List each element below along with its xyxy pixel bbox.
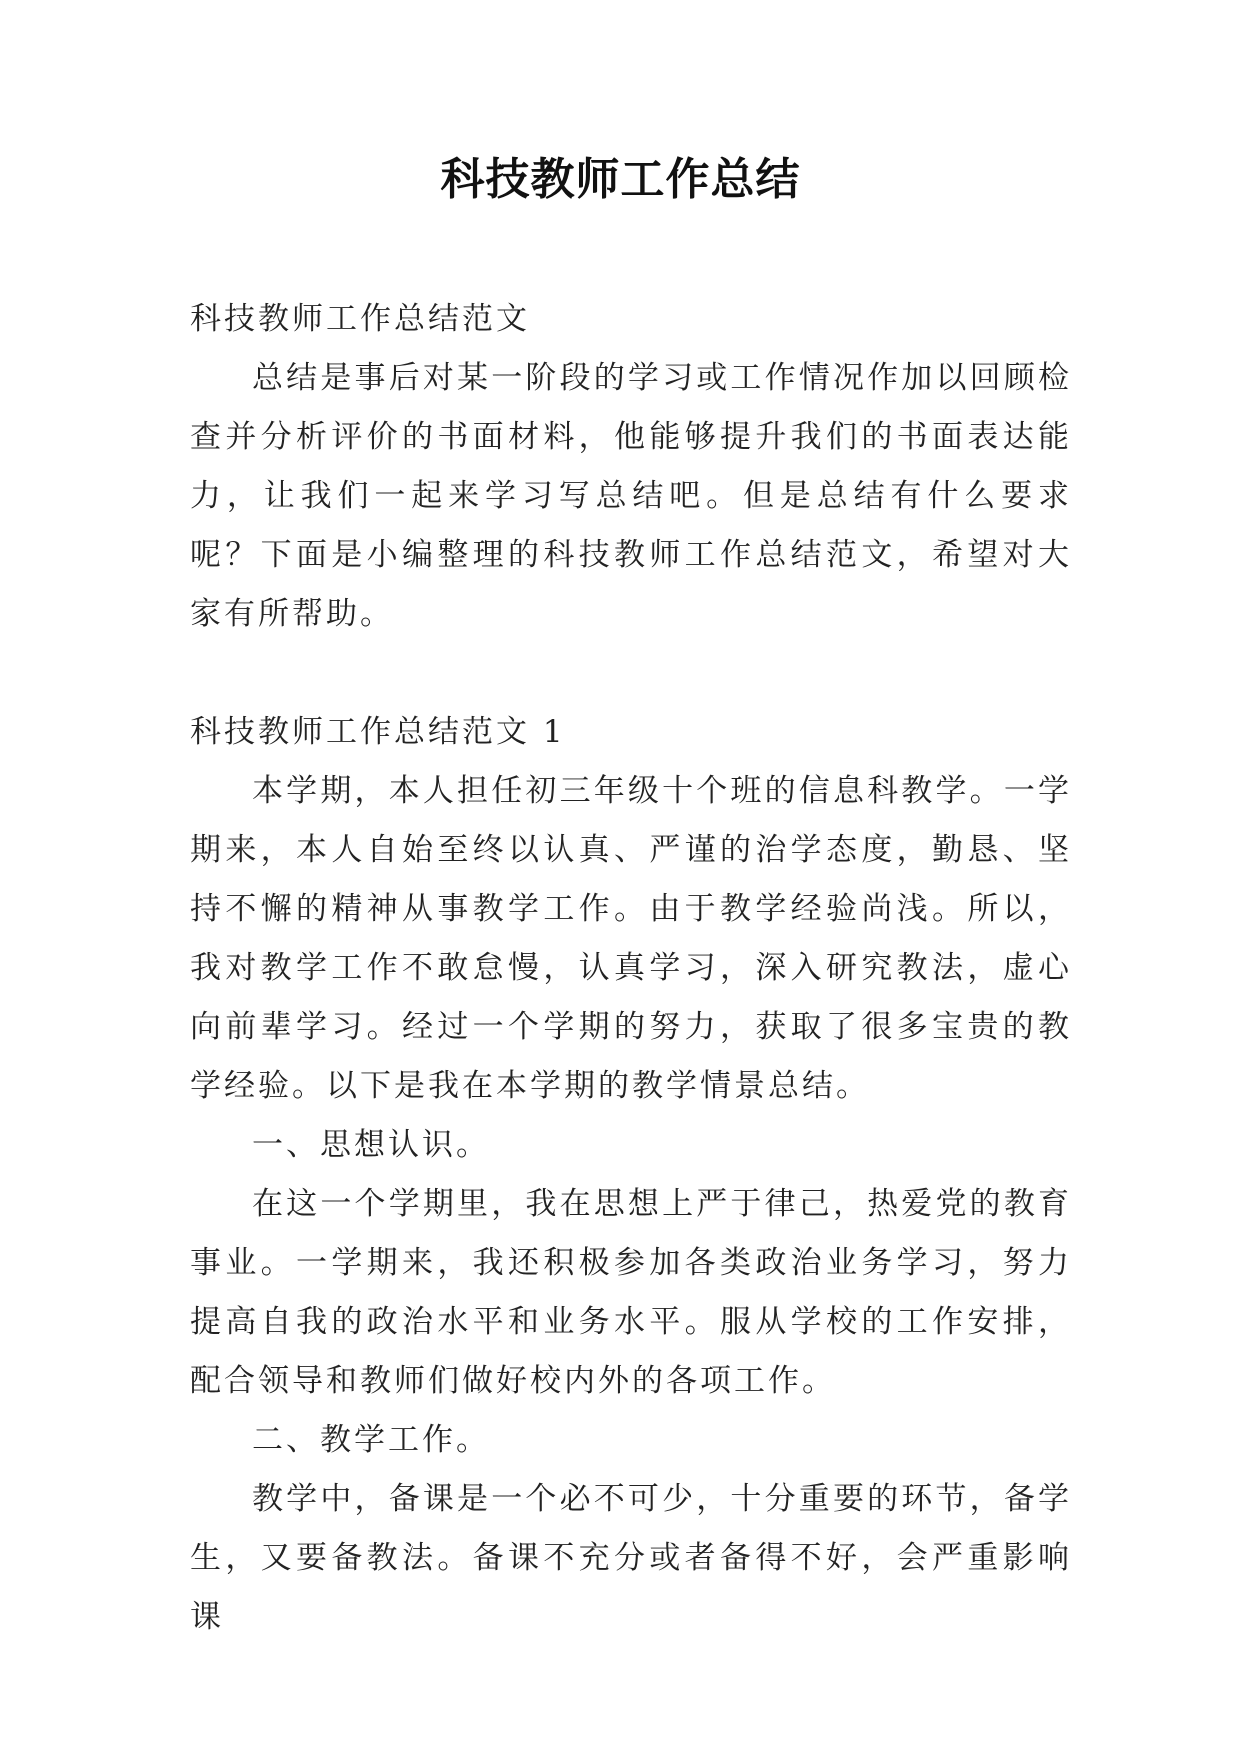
document-body [190, 290, 1072, 1647]
intro-paragraph: 总结是事后对某一阶段的学习或工作情况作加以回顾检查并分析评价的书面材料，他能够提升我们的书面表达能力，让我们一起来学习写总结吧。但是总结有什么要求呢？下面是小编整理的科技教师工作总结范文，希望对大家有所帮助。 [190, 360, 1072, 632]
subheading-thought: 一、思想认识。 [252, 1127, 490, 1163]
body-paragraph: 本学期，本人担任初三年级十个班的信息科教学。一学期来，本人自始至终以认真、严谨的治学态度，勤恳、坚持不懈的精神从事教学工作。由于教学经验尚浅。所以，我对教学工作不敢怠慢，认真学习，深入研究教法，虚心向前辈学习。经过一个学期的努力，获取了很多宝贵的教学经验。以下是我在本学期的教学情景总结。 [190, 773, 1072, 1104]
document-title: 科技教师工作总结 [440, 154, 801, 205]
body-paragraph: 在这一个学期里，我在思想上严于律己，热爱党的教育事业。一学期来，我还积极参加各类政治业务学习，努力提高自我的政治水平和业务水平。服从学校的工作安排，配合领导和教师们做好校内外的各项工作。 [190, 1186, 1072, 1399]
blank-line [190, 644, 1072, 703]
subtitle-line: 科技教师工作总结范文 [190, 301, 530, 337]
section-heading: 科技教师工作总结范文 1 [190, 714, 566, 750]
subheading-teaching: 二、教学工作。 [252, 1422, 490, 1458]
body-paragraph: 教学中，备课是一个必不可少，十分重要的环节，备学生，又要备教法。备课不充分或者备得不好，会严重影响课 [190, 1481, 1072, 1635]
